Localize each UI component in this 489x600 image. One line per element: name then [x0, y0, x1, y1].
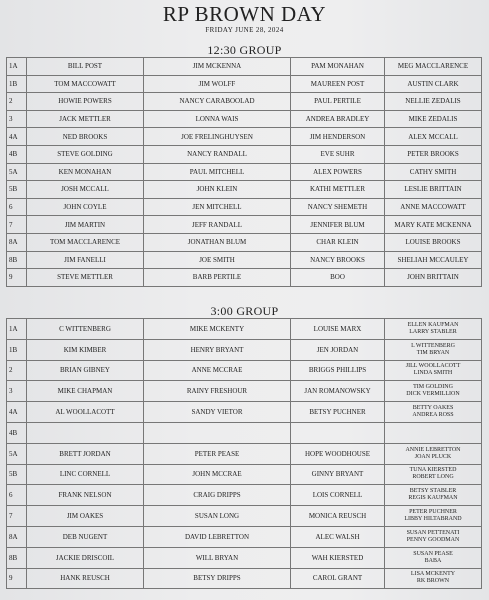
player-name: SUSAN LONG	[144, 506, 291, 527]
table-row	[7, 339, 482, 360]
player-name: MONICA REUSCH	[291, 506, 385, 527]
player-pair	[385, 526, 482, 547]
table-row	[7, 506, 482, 527]
player-pair	[385, 485, 482, 506]
hole-code: 9	[7, 568, 27, 589]
player-name: BETSY DRIPPS	[144, 568, 291, 589]
player-name: BRETT JORDAN	[27, 443, 144, 464]
player-name: STEVE METTLER	[27, 269, 144, 287]
player-name: PETER PEASE	[144, 443, 291, 464]
hole-code: 6	[7, 485, 27, 506]
player-pair	[385, 360, 482, 381]
player-name: AL WOOLLACOTT	[27, 402, 144, 423]
player-name: NANCY SHEMETH	[291, 198, 385, 216]
group-title-1230: 12:30 GROUP	[207, 43, 282, 57]
hole-code: 5B	[7, 181, 27, 199]
table-row	[7, 216, 482, 234]
hole-code: 1A	[7, 58, 27, 76]
hole-code: 4A	[7, 128, 27, 146]
player-name: BABA	[424, 557, 442, 564]
player-name: LINDA SMITH	[413, 370, 453, 377]
player-name: LARRY STABLER	[409, 328, 457, 335]
player-name: BRIAN GIBNEY	[27, 360, 144, 381]
player-name: NED BROOKS	[27, 128, 144, 146]
player-pair	[385, 422, 482, 443]
player-name: EVE SUHR	[291, 145, 385, 163]
hole-code: 7	[7, 506, 27, 527]
player-name: JEN MITCHELL	[144, 198, 291, 216]
player-name: JENNIFER BLUM	[291, 216, 385, 234]
player-name: MAUREEN POST	[291, 75, 385, 93]
player-name: MEG MACCLARENCE	[385, 58, 482, 76]
player-name: HENRY BRYANT	[144, 339, 291, 360]
player-name: BETSY STABLER	[409, 488, 457, 495]
hole-code: 6	[7, 198, 27, 216]
player-name: HOPE WOODHOUSE	[291, 443, 385, 464]
player-name: ELLEN KAUFMAN	[407, 321, 459, 328]
table-row	[7, 163, 482, 181]
player-name: DAVID LEBRETTON	[144, 526, 291, 547]
player-name: JILL WOOLLACOTT	[405, 363, 461, 370]
player-name: SUSAN PEASE	[413, 550, 453, 557]
player-name: ROBERT LONG	[412, 474, 454, 481]
player-name: CAROL GRANT	[291, 568, 385, 589]
player-name: HANK REUSCH	[27, 568, 144, 589]
player-name: BETTY OAKES	[412, 405, 454, 412]
player-name: PAUL MITCHELL	[144, 163, 291, 181]
player-name: DEB NUGENT	[27, 526, 144, 547]
table-row	[7, 402, 482, 423]
player-name: ANDREA BRADLEY	[291, 110, 385, 128]
player-name: ALEC WALSH	[291, 526, 385, 547]
table-row	[7, 381, 482, 402]
table-row	[7, 110, 482, 128]
player-name: JIM HENDERSON	[291, 128, 385, 146]
player-name: TUNA KIERSTED	[409, 467, 457, 474]
player-name: BRIGGS PHILLIPS	[291, 360, 385, 381]
player-name: ANNE MACCOWATT	[385, 198, 482, 216]
player-name: BETSY PUCHNER	[291, 402, 385, 423]
player-name: TOM MACCOWATT	[27, 75, 144, 93]
table-row	[7, 547, 482, 568]
player-pair	[385, 506, 482, 527]
player-name: LIBBY HILTABRAND	[404, 516, 462, 523]
player-name: KEN MONAHAN	[27, 163, 144, 181]
hole-code: 9	[7, 269, 27, 287]
roster-table-300	[6, 318, 482, 589]
player-name: SHELIAH MCCAULEY	[385, 251, 482, 269]
player-name: JEN JORDAN	[291, 339, 385, 360]
player-name: MIKE MCKENTY	[144, 319, 291, 340]
player-name: NANCY RANDALL	[144, 145, 291, 163]
player-name: JOAN PLUCK	[414, 453, 452, 460]
player-name: ANDREA ROSS	[412, 412, 454, 419]
table-row	[7, 251, 482, 269]
hole-code: 2	[7, 93, 27, 111]
table-row	[7, 145, 482, 163]
hole-code: 5A	[7, 443, 27, 464]
player-name: JOE SMITH	[144, 251, 291, 269]
hole-code: 8A	[7, 526, 27, 547]
player-name: JOHN BRITTAIN	[385, 269, 482, 287]
player-name: PETER BROOKS	[385, 145, 482, 163]
player-name: JOSH MCCALL	[27, 181, 144, 199]
player-name: LOIS CORNELL	[291, 485, 385, 506]
player-name: FRANK NELSON	[27, 485, 144, 506]
player-name: LINC CORNELL	[27, 464, 144, 485]
hole-code: 4B	[7, 422, 27, 443]
player-name: JIM WOLFF	[144, 75, 291, 93]
player-name: JOHN KLEIN	[144, 181, 291, 199]
player-pair	[385, 568, 482, 589]
player-name: HOWIE POWERS	[27, 93, 144, 111]
table-row	[7, 269, 482, 287]
table-row	[7, 181, 482, 199]
player-name	[27, 422, 144, 443]
player-name: MIKE CHAPMAN	[27, 381, 144, 402]
player-name: NELLIE ZEDALIS	[385, 93, 482, 111]
player-name: JOHN COYLE	[27, 198, 144, 216]
player-name: GINNY BRYANT	[291, 464, 385, 485]
player-name: LESLIE BRITTAIN	[385, 181, 482, 199]
player-name: JACK METTLER	[27, 110, 144, 128]
player-name: KATHI METTLER	[291, 181, 385, 199]
table-row	[7, 198, 482, 216]
hole-code: 8B	[7, 547, 27, 568]
player-name: TIM GOLDING	[413, 384, 453, 391]
player-name: ANNIE LEBRETTON	[405, 446, 461, 453]
player-name: TIM BRYAN	[416, 349, 450, 356]
table-row	[7, 128, 482, 146]
hole-code: 3	[7, 381, 27, 402]
player-name	[291, 422, 385, 443]
table-row	[7, 360, 482, 381]
player-pair	[385, 464, 482, 485]
player-name: L WITTENBERG	[411, 342, 455, 349]
player-name: JAN ROMANOWSKY	[291, 381, 385, 402]
player-name: JIM MARTIN	[27, 216, 144, 234]
player-pair	[385, 381, 482, 402]
player-name: CRAIG DRIPPS	[144, 485, 291, 506]
player-name	[144, 422, 291, 443]
player-name: JONATHAN BLUM	[144, 233, 291, 251]
player-name: LISA MCKENTY	[410, 571, 456, 578]
player-name: CATHY SMITH	[385, 163, 482, 181]
roster-table-1230	[6, 57, 482, 287]
player-name: PENNY GOODMAN	[406, 536, 460, 543]
table-row	[7, 568, 482, 589]
player-name: NANCY CARABOOLAD	[144, 93, 291, 111]
player-name: MARY KATE MCKENNA	[385, 216, 482, 234]
player-name: RAINY FRESHOUR	[144, 381, 291, 402]
player-name: BARB PERTILE	[144, 269, 291, 287]
player-name: SANDY VIETOR	[144, 402, 291, 423]
player-name: WAH KIERSTED	[291, 547, 385, 568]
group-title-300: 3:00 GROUP	[210, 304, 279, 318]
player-name: C WITTENBERG	[27, 319, 144, 340]
player-name: DICK VERMILLION	[406, 391, 460, 398]
player-name: PAUL PERTILE	[291, 93, 385, 111]
table-row	[7, 443, 482, 464]
hole-code: 1A	[7, 319, 27, 340]
table-row	[7, 464, 482, 485]
hole-code: 1B	[7, 339, 27, 360]
player-pair	[385, 319, 482, 340]
player-name: JIM OAKES	[27, 506, 144, 527]
player-name: PETER PUCHNER	[409, 509, 457, 516]
player-pair	[385, 402, 482, 423]
table-row	[7, 58, 482, 76]
player-name: BILL POST	[27, 58, 144, 76]
player-name: CHAR KLEIN	[291, 233, 385, 251]
hole-code: 2	[7, 360, 27, 381]
player-name: JACKIE DRISCOIL	[27, 547, 144, 568]
event-date: FRIDAY JUNE 28, 2024	[205, 26, 284, 34]
player-name: AUSTIN CLARK	[385, 75, 482, 93]
player-name: LOUISE MARX	[291, 319, 385, 340]
player-name: STEVE GOLDING	[27, 145, 144, 163]
player-name: JEFF RANDALL	[144, 216, 291, 234]
player-name: LONNA WAIS	[144, 110, 291, 128]
player-name: REGIS KAUFMAN	[408, 495, 458, 502]
player-pair	[385, 443, 482, 464]
hole-code: 4A	[7, 402, 27, 423]
player-pair	[385, 547, 482, 568]
player-name: JIM MCKENNA	[144, 58, 291, 76]
table-row	[7, 75, 482, 93]
player-name: SUSAN PETTENATI	[406, 529, 460, 536]
hole-code: 4B	[7, 145, 27, 163]
player-name: ALEX MCCALL	[385, 128, 482, 146]
hole-code: 3	[7, 110, 27, 128]
hole-code: 5A	[7, 163, 27, 181]
player-name: MIKE ZEDALIS	[385, 110, 482, 128]
page-title: RP BROWN DAY	[162, 2, 327, 26]
player-name: WILL BRYAN	[144, 547, 291, 568]
player-name: ANNE MCCRAE	[144, 360, 291, 381]
player-name: JOE FRELINGHUYSEN	[144, 128, 291, 146]
player-name: NANCY BROOKS	[291, 251, 385, 269]
hole-code: 5B	[7, 464, 27, 485]
player-name: RK BROWN	[416, 578, 450, 585]
table-row	[7, 233, 482, 251]
player-pair	[385, 339, 482, 360]
player-name: ALEX POWERS	[291, 163, 385, 181]
hole-code: 8B	[7, 251, 27, 269]
player-name: LOUISE BROOKS	[385, 233, 482, 251]
player-name: JOHN MCCRAE	[144, 464, 291, 485]
player-name: BOO	[291, 269, 385, 287]
table-row	[7, 93, 482, 111]
hole-code: 8A	[7, 233, 27, 251]
player-name: TOM MACCLARENCE	[27, 233, 144, 251]
player-name: KIM KIMBER	[27, 339, 144, 360]
hole-code: 1B	[7, 75, 27, 93]
player-name: PAM MONAHAN	[291, 58, 385, 76]
table-row	[7, 485, 482, 506]
player-name: JIM FANELLI	[27, 251, 144, 269]
table-row	[7, 319, 482, 340]
table-row	[7, 422, 482, 443]
hole-code: 7	[7, 216, 27, 234]
table-row	[7, 526, 482, 547]
